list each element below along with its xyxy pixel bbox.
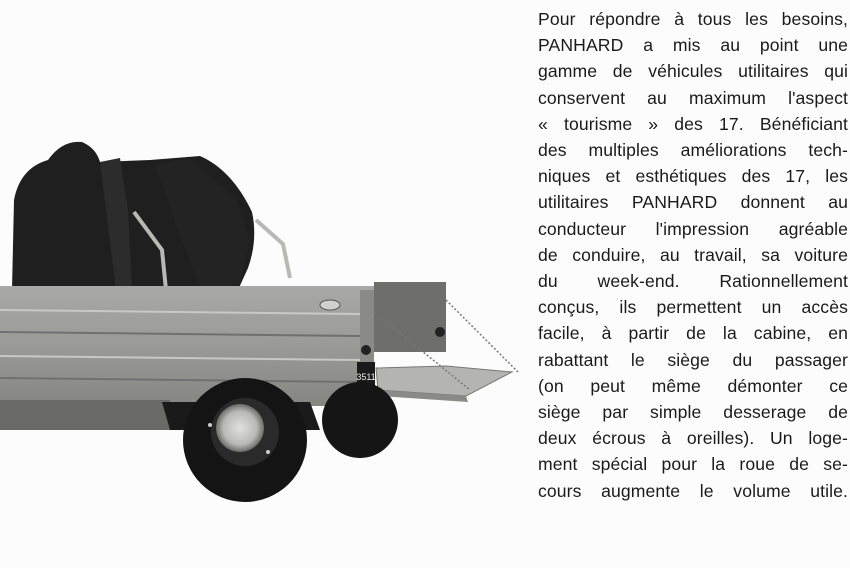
rear-wheel xyxy=(183,378,307,502)
text-line: facile, à partir de la cabine, en xyxy=(538,323,848,344)
text-line: ment spécial pour la roue de se- xyxy=(538,454,848,475)
text-line: niques et esthétiques des 17, les xyxy=(538,166,848,187)
cabin-cover xyxy=(12,142,254,290)
tailgate xyxy=(376,366,512,402)
text-line: Pour répondre à tous les besoins, xyxy=(538,9,848,29)
text-line: cours augmente le volume utile. xyxy=(538,480,848,501)
text-line: conducteur l'impression agréable xyxy=(538,218,848,239)
hubcap xyxy=(216,404,264,452)
text-line: siège par simple desserage de xyxy=(538,402,848,423)
text-line: (on peut même démonter ce xyxy=(538,375,848,396)
text-line: du week-end. Rationnellement xyxy=(538,271,848,292)
text-line: conçus, ils permettent un accès xyxy=(538,297,848,318)
text-line: « tourisme » des 17. Bénéficiant xyxy=(538,113,848,134)
body-text xyxy=(538,6,848,504)
svg-text:3511: 3511 xyxy=(356,372,376,382)
text-line: des multiples améliorations tech- xyxy=(538,140,848,161)
text-line: utilitaires PANHARD donnent au xyxy=(538,192,848,213)
text-line: gamme de véhicules utilitaires qui xyxy=(538,61,848,82)
text-line: PANHARD a mis au point une xyxy=(538,35,848,56)
text-line: deux écrous à oreilles). Un loge- xyxy=(538,428,848,449)
far-wheel xyxy=(322,382,398,458)
underbody xyxy=(0,400,170,430)
text-line: de conduire, au travail, sa voiture xyxy=(538,244,848,265)
text-line: rabattant le siège du passager xyxy=(538,349,848,370)
text-line: conservent au maximum l'aspect xyxy=(538,87,848,108)
